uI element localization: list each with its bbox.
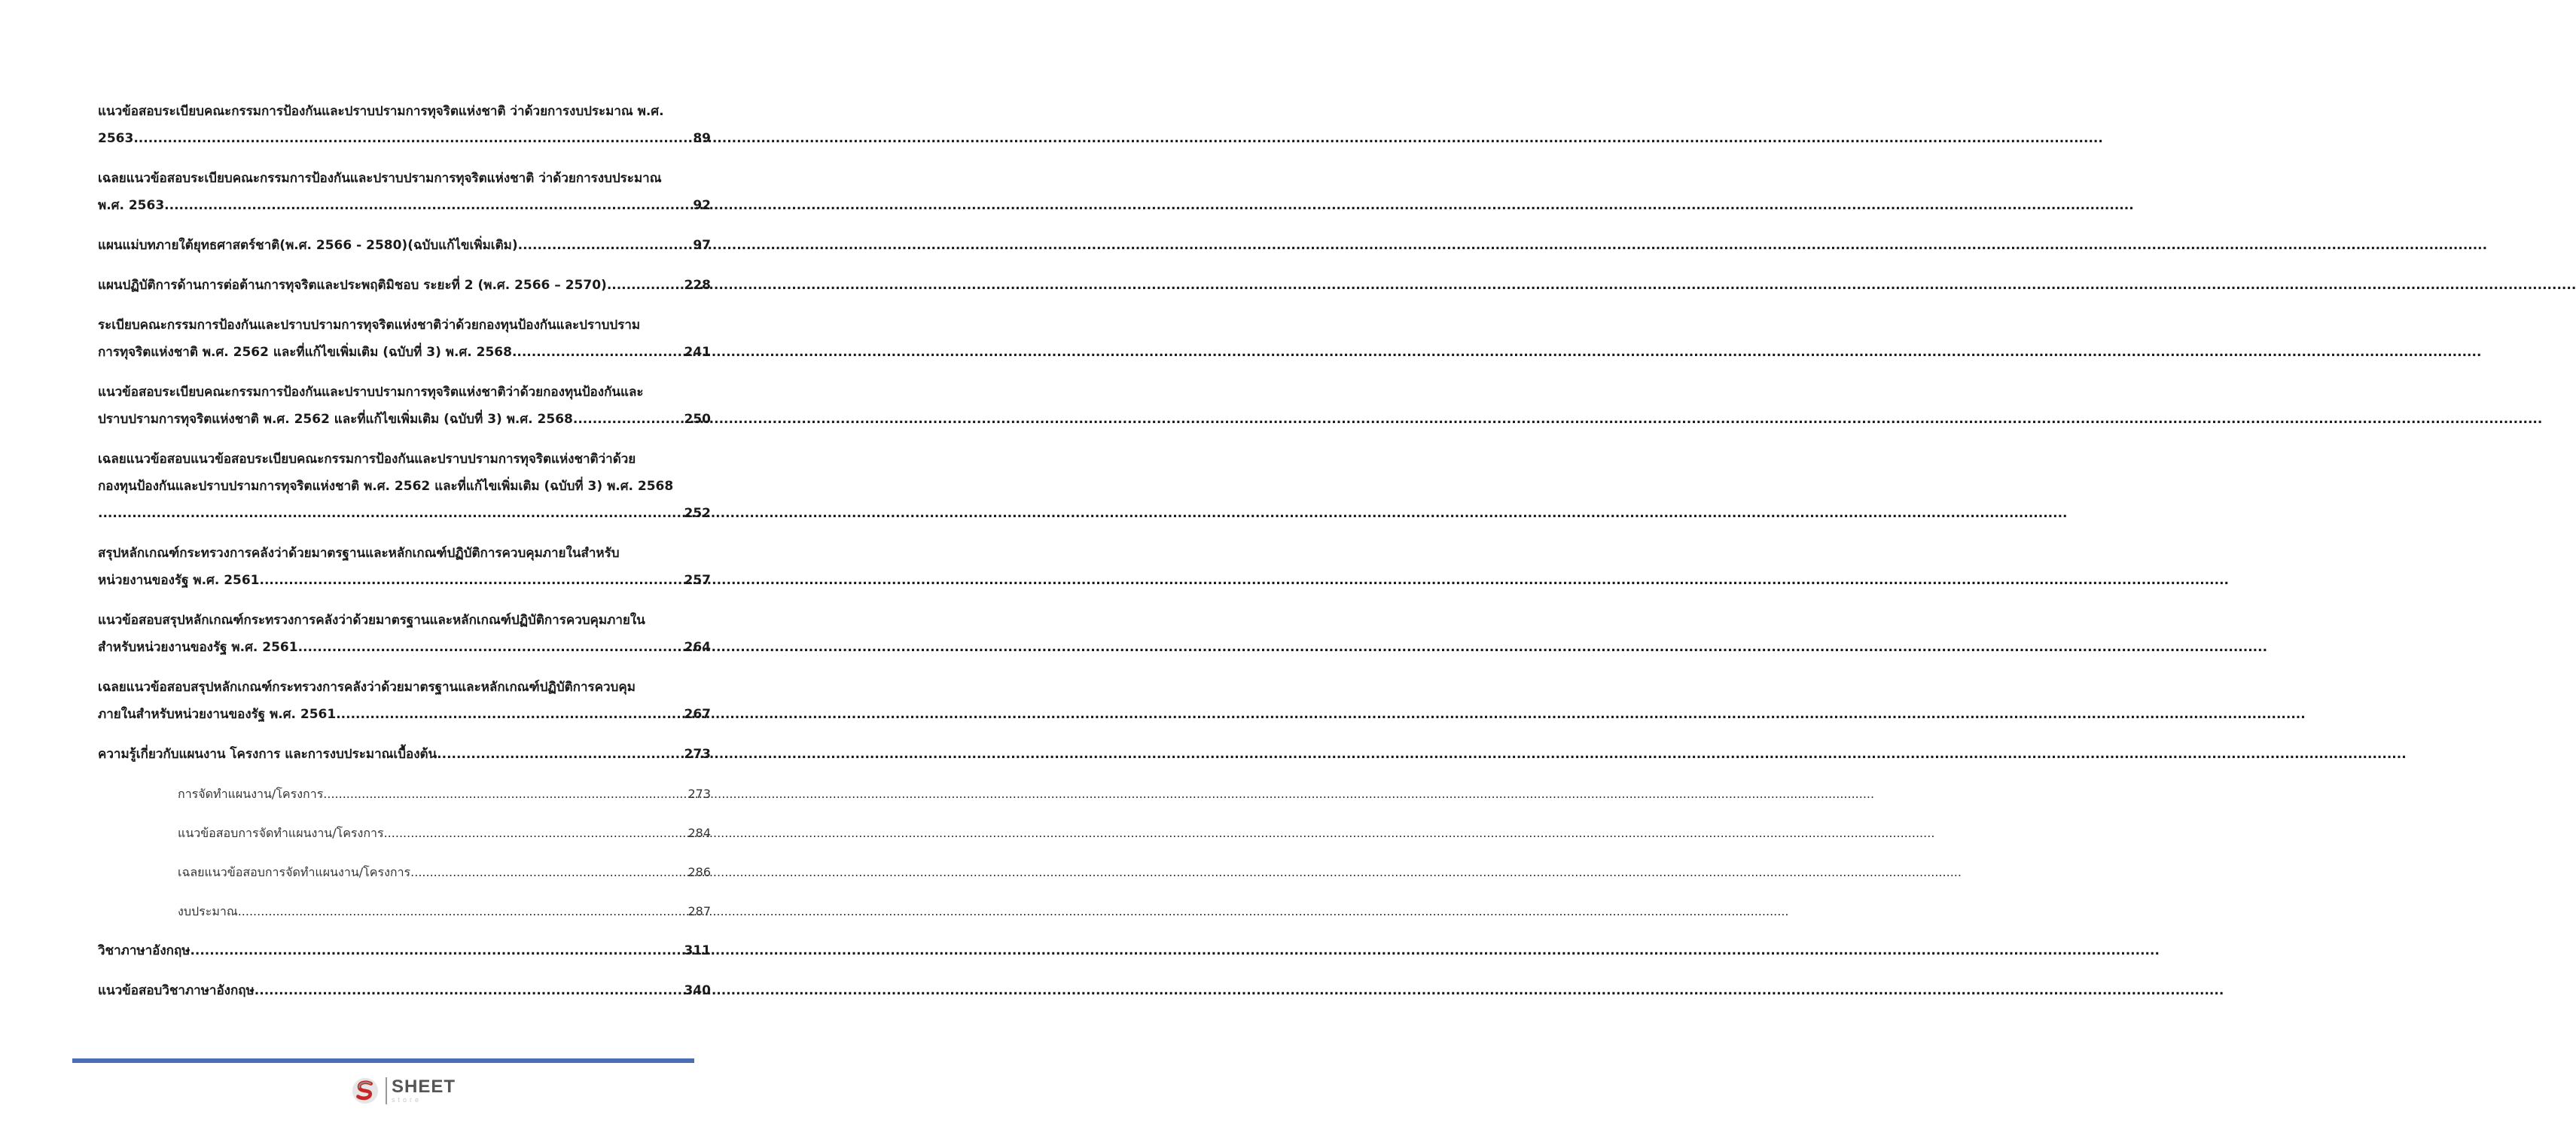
logo-wordmark: [392, 1078, 456, 1104]
toc-entry-title: เฉลยแนวข้อสอบสรุปหลักเกณฑ์กระทรวงการคลังว่าด้วยมาตรฐานและหลักเกณฑ์ปฏิบัติการควบคุม: [98, 680, 636, 695]
toc-entry-title: ระเบียบคณะกรรมการป้องกันและปราบปรามการทุจริตแห่งชาติว่าด้วยกองทุนป้องกันและปราบปราม: [98, 318, 641, 333]
toc-subentry[interactable]: [178, 859, 711, 886]
dot-leader: [260, 567, 682, 594]
dot-leader: [437, 741, 681, 768]
footer-rule: [72, 1058, 694, 1063]
toc-page-number: 287: [687, 904, 711, 918]
toc-entry-title-cont: ภายในสำหรับหน่วยงานของรัฐ พ.ศ. 2561: [98, 707, 337, 722]
dot-leader: [384, 820, 686, 847]
toc-entry-title-cont: การทุจริตแห่งชาติ พ.ศ. 2562 และที่แก้ไขเพิ่มเติม (ฉบับที่ 3) พ.ศ. 2568: [98, 345, 512, 360]
toc-entry-title: แนวข้อสอบสรุปหลักเกณฑ์กระทรวงการคลังว่าด้วยมาตรฐานและหลักเกณฑ์ปฏิบัติการควบคุมภายใน: [98, 613, 645, 628]
dot-leader: [573, 406, 682, 433]
logo-brand-text: SHEET: [392, 1076, 456, 1097]
toc-entry-title-cont: สำหรับหน่วยงานของรัฐ พ.ศ. 2561: [98, 640, 298, 655]
dot-leader: [190, 937, 681, 964]
toc-entry[interactable]: [98, 232, 711, 259]
dot-leader: [238, 898, 686, 925]
toc-entry[interactable]: [98, 937, 711, 964]
toc-subentry-title: แนวข้อสอบการจัดทำแผนงาน/โครงการ: [178, 826, 384, 840]
dot-leader: [336, 701, 681, 728]
toc-page-number: 286: [687, 865, 711, 879]
toc-page-number: 89: [693, 131, 711, 146]
logo-brand-subtext: store: [392, 1096, 422, 1104]
dot-leader: [607, 272, 682, 299]
toc-entry[interactable]: [98, 540, 711, 594]
toc-page-number: 92: [693, 198, 711, 213]
toc-entry-title: แนวข้อสอบวิชาภาษาอังกฤษ: [98, 983, 255, 998]
toc-entry-title-cont: พ.ศ. 2563: [98, 198, 165, 213]
toc-entry[interactable]: [98, 272, 711, 299]
toc-entry[interactable]: [98, 379, 711, 433]
toc-entry[interactable]: [98, 607, 711, 661]
sheet-store-logo: [351, 1075, 456, 1107]
toc-entry[interactable]: [98, 165, 711, 219]
dot-leader: [518, 232, 691, 259]
toc-page-number: 284: [687, 826, 711, 840]
toc-entry-title-cont: ปราบปรามการทุจริตแห่งชาติ พ.ศ. 2562 และที่แก้ไขเพิ่มเติม (ฉบับที่ 3) พ.ศ. 2568: [98, 412, 573, 427]
dot-leader: [133, 125, 690, 152]
toc-page-number: 267: [684, 707, 711, 722]
toc-entry[interactable]: [98, 312, 711, 366]
toc-page-number: 252: [684, 506, 711, 521]
toc-entry[interactable]: [98, 674, 711, 728]
toc-page-number: 273: [684, 747, 711, 762]
toc-entry[interactable]: [98, 741, 711, 768]
toc-subentry-title: งบประมาณ: [178, 904, 238, 918]
toc-page-number: 250: [684, 412, 711, 427]
toc-subentry-title: เฉลยแนวข้อสอบการจัดทำแผนงาน/โครงการ: [178, 865, 411, 879]
toc-entry-title: ความรู้เกี่ยวกับแผนงาน โครงการ และการงบประมาณเบื้องต้น: [98, 747, 437, 762]
toc-entry-title: เฉลยแนวข้อสอบแนวข้อสอบระเบียบคณะกรรมการป้องกันและปราบปรามการทุจริตแห่งชาติว่าด้วย: [98, 452, 636, 467]
toc-page-number: 264: [684, 640, 711, 655]
toc-entry-title-cont: หน่วยงานของรัฐ พ.ศ. 2561: [98, 573, 260, 588]
toc-subentry[interactable]: [178, 781, 711, 808]
toc-subentry[interactable]: [178, 898, 711, 925]
dot-leader: [323, 781, 685, 808]
toc-entry-title: วิชาภาษาอังกฤษ: [98, 943, 191, 958]
logo-divider: [386, 1077, 387, 1104]
toc-entry-title-cont: 2563: [98, 131, 134, 146]
dot-leader: [512, 339, 682, 366]
toc-entry-title-cont: กองทุนป้องกันและปราบปรามการทุจริตแห่งชาติ พ.ศ. 2562 และที่แก้ไขเพิ่มเติม (ฉบับที่ 3) พ.ศ. 2568: [98, 479, 674, 494]
sheet-logo-icon: [351, 1076, 380, 1105]
dot-leader: [298, 634, 682, 661]
table-of-contents: [98, 98, 711, 1017]
toc-entry-title: เฉลยแนวข้อสอบระเบียบคณะกรรมการป้องกันและปราบปรามการทุจริตแห่งชาติ ว่าด้วยการงบประมาณ: [98, 171, 662, 186]
toc-subentry-title: การจัดทำแผนงาน/โครงการ: [178, 787, 324, 801]
toc-subentry[interactable]: [178, 820, 711, 847]
toc-entry-title: แนวข้อสอบระเบียบคณะกรรมการป้องกันและปราบปรามการทุจริตแห่งชาติ ว่าด้วยการงบประมาณ พ.ศ.: [98, 104, 664, 119]
toc-page-number: 311: [684, 943, 711, 958]
toc-page-number: 257: [684, 573, 711, 588]
toc-page-number: 97: [693, 238, 711, 253]
toc-entry-title: สรุปหลักเกณฑ์กระทรวงการคลังว่าด้วยมาตรฐานและหลักเกณฑ์ปฏิบัติการควบคุมภายในสำหรับ: [98, 546, 620, 561]
toc-entry[interactable]: [98, 977, 711, 1004]
toc-entry-title: แนวข้อสอบระเบียบคณะกรรมการป้องกันและปราบปรามการทุจริตแห่งชาติว่าด้วยกองทุนป้องกันและ: [98, 385, 644, 400]
dot-leader: [255, 977, 682, 1004]
dot-leader: [98, 500, 682, 527]
toc-page-number: 340: [684, 983, 711, 998]
toc-entry-title: แผนปฏิบัติการด้านการต่อต้านการทุจริตและประพฤติมิชอบ ระยะที่ 2 (พ.ศ. 2566 – 2570): [98, 278, 607, 293]
toc-page-number: 273: [687, 787, 711, 801]
toc-entry[interactable]: [98, 98, 711, 152]
toc-entry[interactable]: [98, 446, 711, 527]
toc-page-number: 228: [684, 278, 711, 293]
dot-leader: [164, 192, 690, 219]
dot-leader: [410, 859, 685, 886]
toc-page-number: 241: [684, 345, 711, 360]
toc-entry-title: แผนแม่บทภายใต้ยุทธศาสตร์ชาติ(พ.ศ. 2566 - 2580)(ฉบับแก้ไขเพิ่มเติม): [98, 238, 518, 253]
